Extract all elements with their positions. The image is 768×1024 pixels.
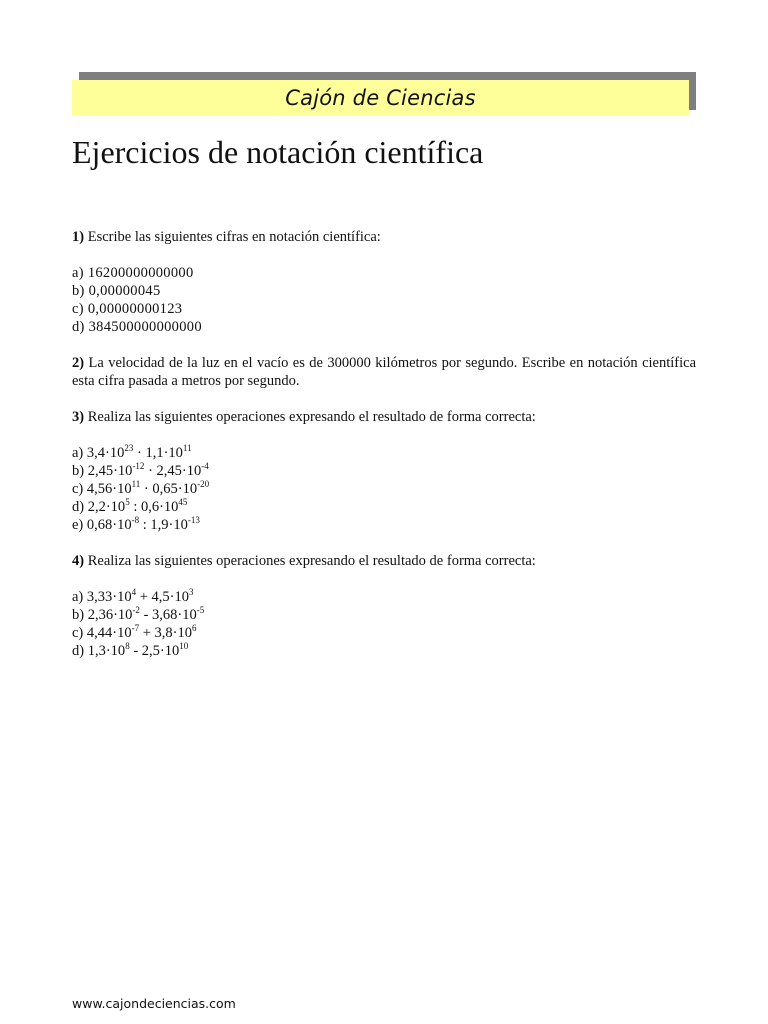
- exercise-number: 1): [72, 229, 85, 245]
- item-exponent: -12: [132, 461, 145, 471]
- item-text: - 3,68·10: [139, 607, 197, 623]
- item-text: 16200000000000: [87, 265, 194, 281]
- item-label: c): [72, 625, 84, 641]
- item-text: 4,56·10: [86, 481, 132, 497]
- exercise-item: [72, 480, 696, 498]
- item-exponent: 8: [125, 641, 130, 651]
- item-exponent: 10: [179, 641, 189, 651]
- exercise-item: [72, 462, 696, 480]
- item-text: + 4,5·10: [136, 589, 189, 605]
- exercise-item: [72, 318, 696, 336]
- exercise-item: [72, 624, 696, 642]
- item-label: d): [72, 643, 85, 659]
- exercise-item: [72, 642, 696, 660]
- item-text: 4,44·10: [86, 625, 132, 641]
- item-exponent: 11: [131, 479, 141, 489]
- exercise-text: La velocidad de la luz en el vacío es de 300000 kilómetros por segundo. Escribe en notación científica esta cifra pasada a metros por segundo.: [72, 355, 697, 389]
- exercise-text: Escribe las siguientes cifras en notación científica:: [87, 229, 381, 245]
- exercise-item: [72, 444, 696, 462]
- item-exponent: 23: [124, 443, 134, 453]
- item-label: c): [72, 301, 84, 317]
- item-exponent: -2: [132, 605, 140, 615]
- item-label: c): [72, 481, 84, 497]
- item-exponent: 3: [189, 587, 194, 597]
- item-exponent: -5: [196, 605, 205, 615]
- exercise-text: Realiza las siguientes operaciones expresando el resultado de forma correcta:: [87, 409, 536, 425]
- exercise-list: [72, 228, 696, 678]
- item-label: b): [72, 463, 85, 479]
- item-label: d): [72, 319, 85, 335]
- item-text: 3,4·10: [86, 445, 125, 461]
- exercise-item: [72, 606, 696, 624]
- item-exponent: 4: [131, 587, 137, 597]
- item-text: · 0,65·10: [140, 481, 198, 497]
- item-label: a): [72, 265, 84, 281]
- exercise-item: [72, 516, 696, 534]
- page-title: Ejercicios de notación científica: [72, 134, 484, 170]
- exercise-prompt: [72, 354, 696, 390]
- item-exponent: 6: [192, 623, 197, 633]
- item-text: 1,3·10: [87, 643, 126, 659]
- item-text: 0,00000000123: [87, 301, 183, 317]
- item-text: : 0,6·10: [129, 499, 179, 515]
- exercise-item: [72, 588, 696, 606]
- exercise-number: 2): [72, 355, 85, 371]
- exercise-prompt: [72, 408, 696, 426]
- item-text: · 2,45·10: [144, 463, 202, 479]
- item-exponent: -4: [201, 461, 209, 471]
- item-text: 2,36·10: [87, 607, 133, 623]
- banner-title: Cajón de Ciencias: [285, 86, 476, 110]
- site-banner: [72, 80, 689, 116]
- item-text: + 3,8·10: [139, 625, 192, 641]
- footer-url: www.cajondeciencias.com: [72, 996, 236, 1011]
- exercise-prompt: [72, 228, 696, 246]
- exercise-prompt: [72, 552, 696, 570]
- item-label: d): [72, 499, 85, 515]
- item-text: 384500000000000: [88, 319, 202, 335]
- item-text: · 1,1·10: [133, 445, 183, 461]
- item-label: b): [72, 607, 85, 623]
- item-text: 2,2·10: [87, 499, 126, 515]
- item-text: - 2,5·10: [129, 643, 180, 659]
- item-label: a): [72, 589, 84, 605]
- item-exponent: -8: [131, 515, 140, 525]
- item-exponent: 5: [125, 497, 130, 507]
- exercise-text: Realiza las siguientes operaciones expresando el resultado de forma correcta:: [87, 553, 536, 569]
- item-exponent: 11: [182, 443, 192, 453]
- exercise-items: [72, 264, 696, 336]
- item-exponent: 45: [178, 497, 188, 507]
- item-label: b): [72, 283, 85, 299]
- item-label: a): [72, 445, 84, 461]
- exercise-number: 4): [72, 553, 85, 569]
- item-exponent: -7: [131, 623, 140, 633]
- item-text: : 1,9·10: [139, 517, 188, 533]
- exercise-number: 3): [72, 409, 85, 425]
- exercise-items: [72, 588, 696, 660]
- item-exponent: -20: [197, 479, 210, 489]
- exercise-items: [72, 444, 696, 534]
- item-text: 2,45·10: [87, 463, 133, 479]
- exercise-item: [72, 282, 696, 300]
- item-exponent: -13: [187, 515, 200, 525]
- exercise-item: [72, 264, 696, 282]
- item-label: e): [72, 517, 84, 533]
- exercise-item: [72, 498, 696, 516]
- item-text: 0,68·10: [86, 517, 132, 533]
- exercise-item: [72, 300, 696, 318]
- item-text: 0,00000045: [88, 283, 161, 299]
- item-text: 3,33·10: [86, 589, 132, 605]
